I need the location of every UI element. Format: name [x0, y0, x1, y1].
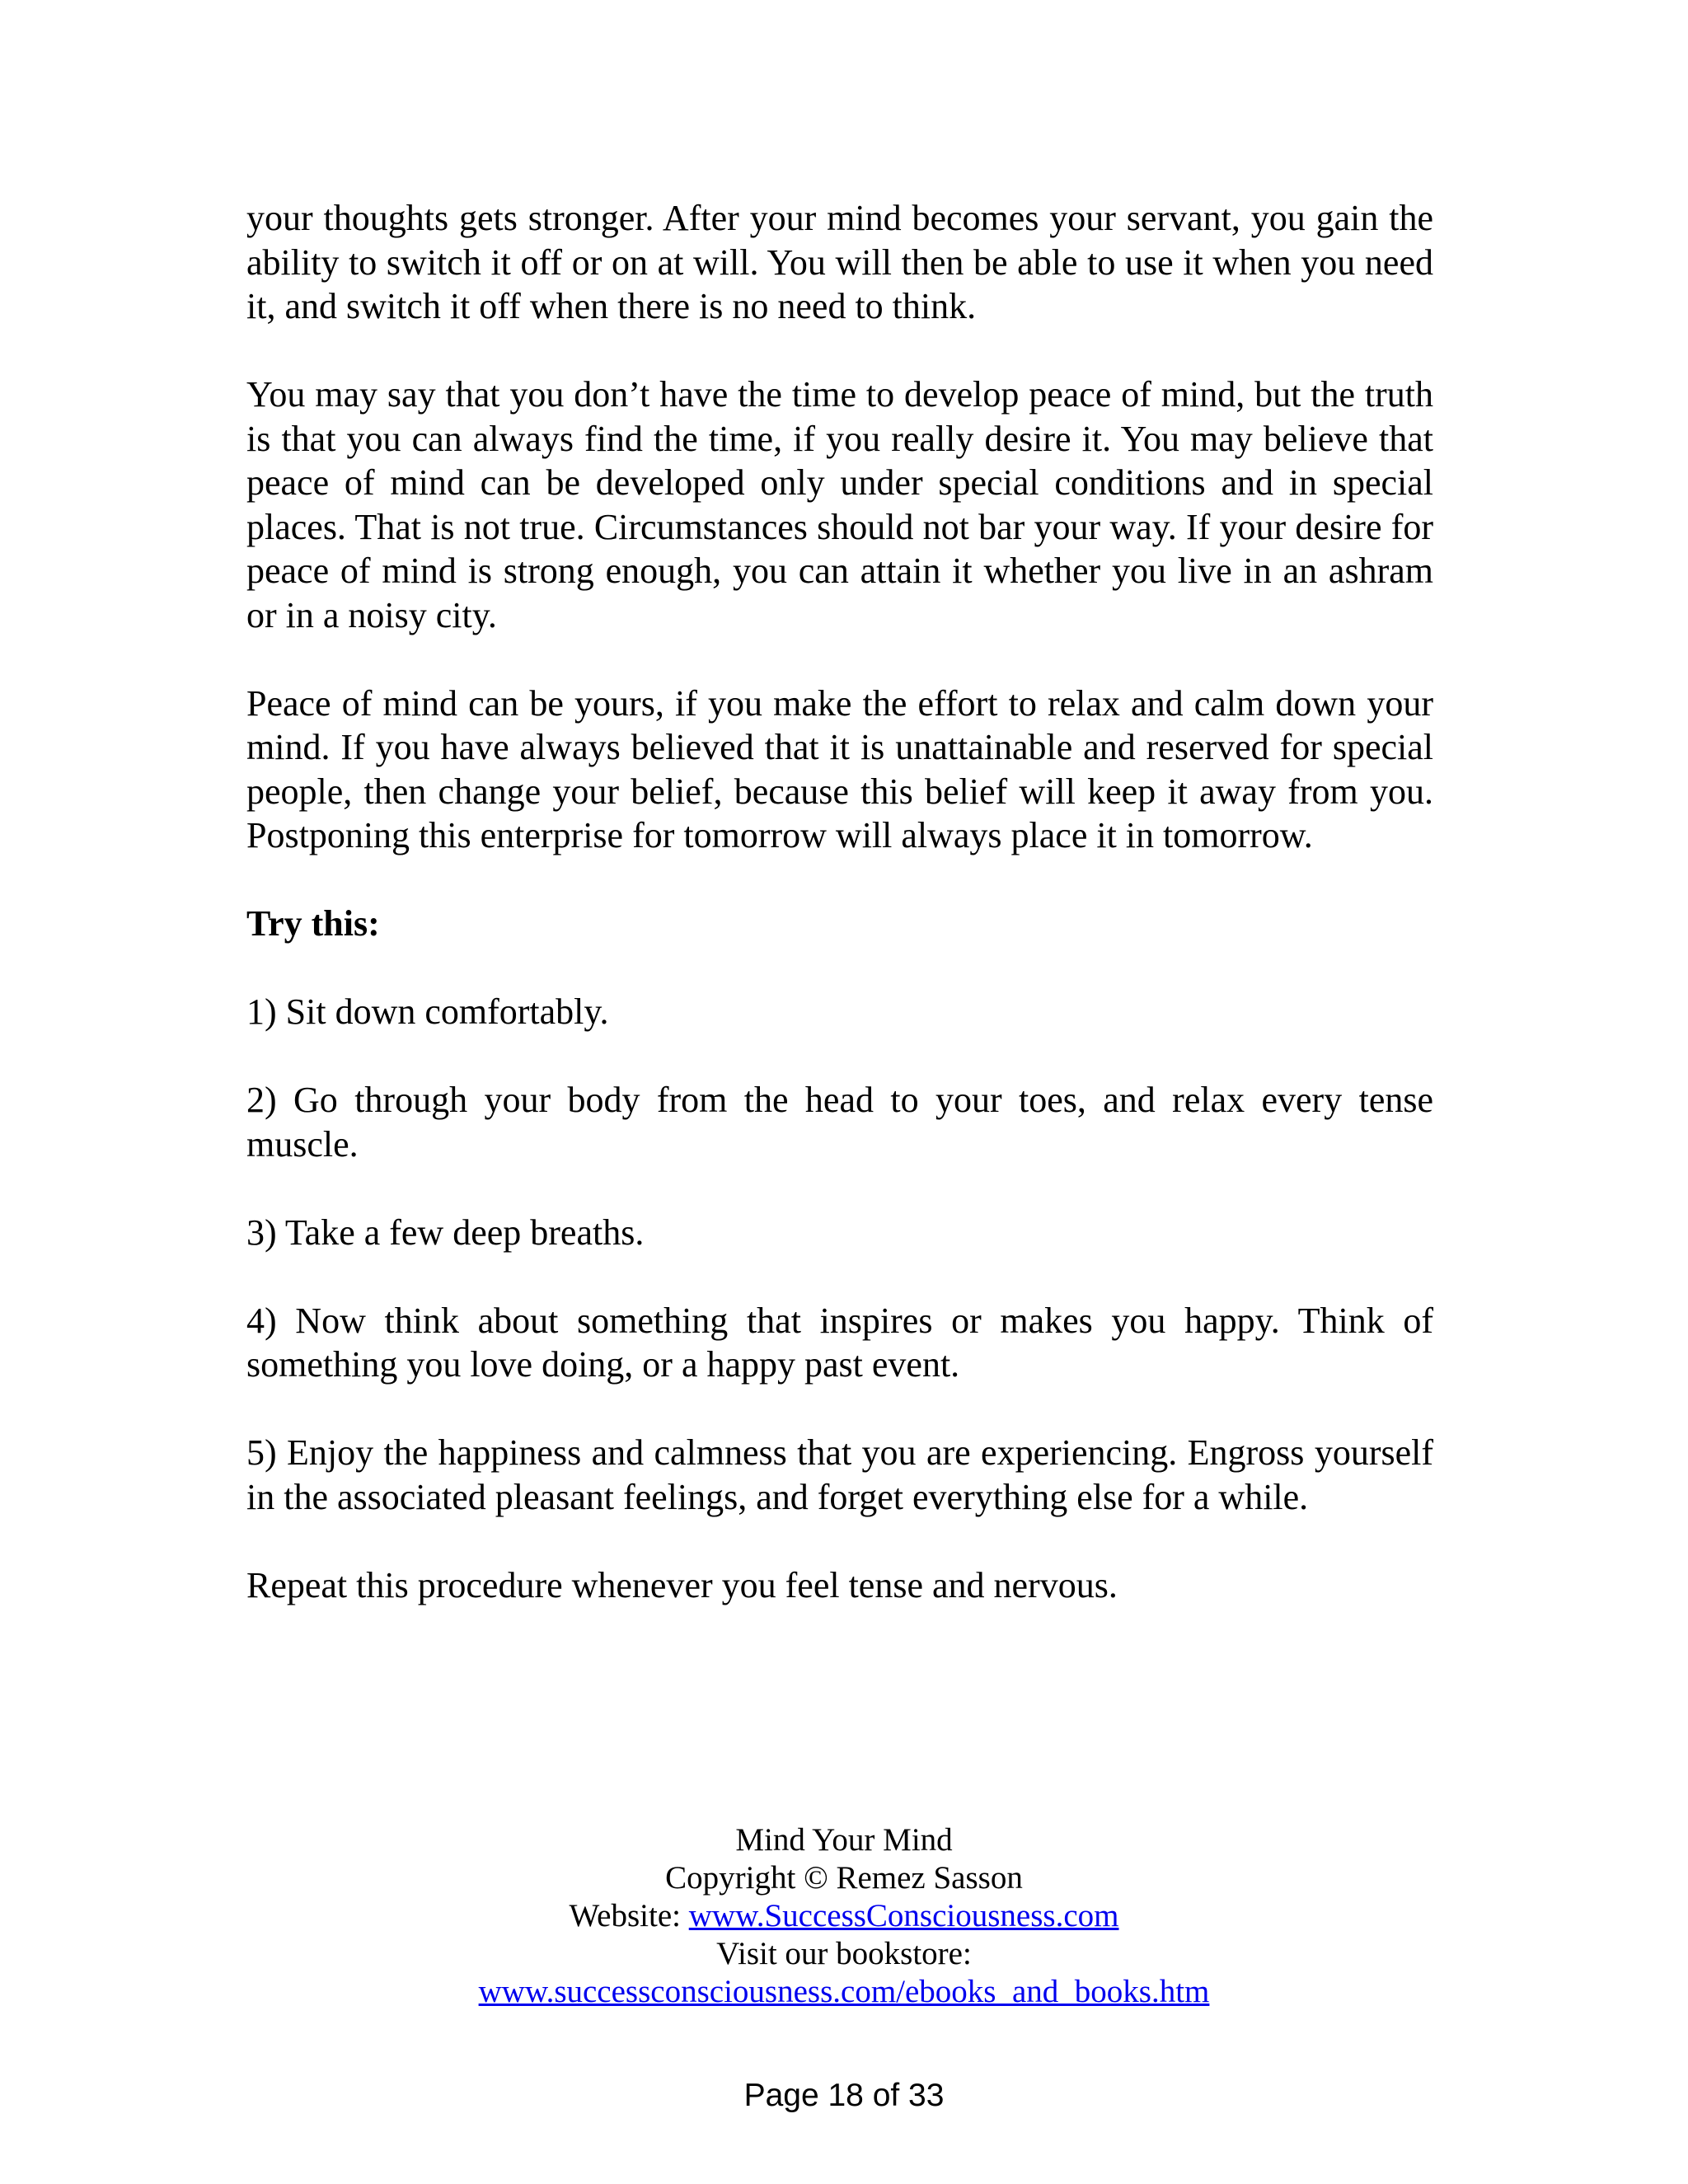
section-heading: Try this:	[246, 903, 380, 944]
footer-website-line	[0, 1897, 1688, 1935]
paragraph-2: You may say that you don’t have the time to develop peace of mind, but the truth is that you can always find the time, if you really desire it. You may believe that peace of mind can be developed only under special conditions and in special places. That is not true. Circumstances should not bar your way. If your desire for peace of mind is strong enough, you can attain it whether you live in an ashram or in a noisy city.	[246, 374, 1433, 635]
footer-bookstore-label: Visit our bookstore:	[716, 1936, 972, 1971]
footer-website-label: Website:	[569, 1898, 689, 1933]
step-5: 5) Enjoy the happiness and calmness that you are experiencing. Engross yourself in the associated pleasant feelings, and forget everything else for a while.	[246, 1432, 1433, 1517]
paragraph-3: Peace of mind can be yours, if you make the effort to relax and calm down your mind. If you have always believed that it is unattainable and reserved for special people, then change your belief, because this belief will keep it away from you. Postponing this enterprise for tomorrow will always place it in tomorrow.	[246, 682, 1433, 855]
page-number: Page 18 of 33	[743, 2078, 945, 2113]
paragraph-1: your thoughts gets stronger. After your mind becomes your servant, you gain the ability to switch it off or on at will. You will then be able to use it when you need it, and switch it off when there is no need to think.	[246, 198, 1433, 326]
footer-copyright: Copyright © Remez Sasson	[665, 1860, 1023, 1896]
footer-bookstore-link[interactable]: www.successconsciousness.com/ebooks_and_books.htm	[478, 1974, 1210, 2009]
step-3: 3) Take a few deep breaths.	[246, 1212, 645, 1253]
main-content	[246, 196, 1433, 1652]
page-footer	[0, 1821, 1688, 2011]
closing-sentence: Repeat this procedure whenever you feel tense and nervous.	[246, 1564, 1118, 1605]
step-4: 4) Now think about something that inspires or makes you happy. Think of something you love doing, or a happy past event.	[246, 1300, 1433, 1385]
footer-website-link[interactable]: www.SuccessConsciousness.com	[688, 1898, 1119, 1933]
step-1: 1) Sit down comfortably.	[246, 991, 609, 1032]
step-2: 2) Go through your body from the head to your toes, and relax every tense muscle.	[246, 1080, 1433, 1165]
footer-bookstore-line	[0, 1973, 1688, 2011]
footer-book-title: Mind Your Mind	[735, 1822, 953, 1858]
